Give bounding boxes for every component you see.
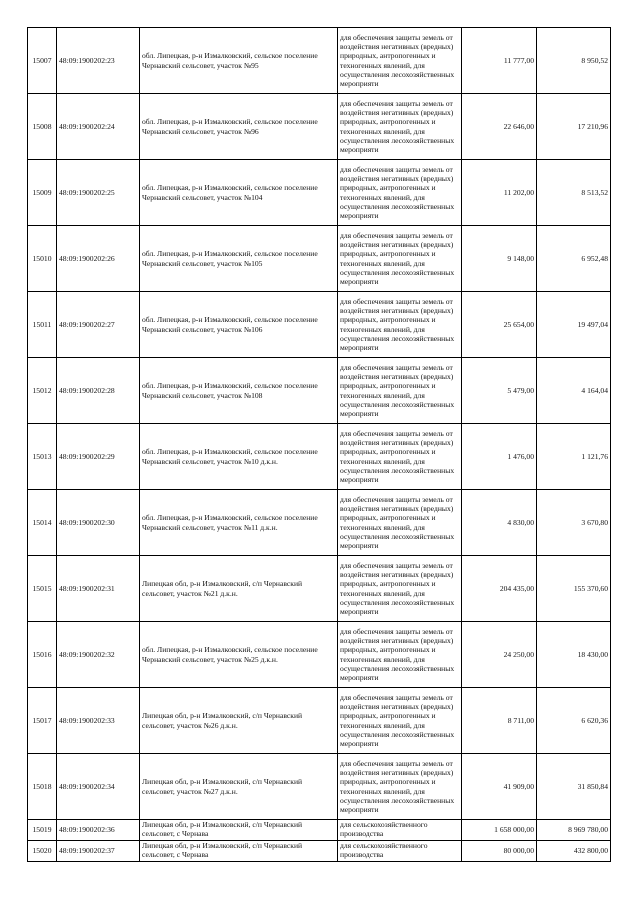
permitted-use: для обеспечения защиты земель от воздействия негативных (вредных) природных, антропогенных и техногенных явлений, для осуществления лесохозяйственных мероприяти: [338, 358, 462, 424]
value-2: 3 670,80: [537, 490, 611, 556]
plot-address: обл. Липецкая, р-н Измалковский, сельское поселение Чернавский сельсовет, участок №108: [140, 358, 338, 424]
cadastral-number: 48:09:1900202:28: [57, 358, 140, 424]
row-number: 15019: [28, 820, 57, 841]
permitted-use: для обеспечения защиты земель от воздействия негативных (вредных) природных, антропогенных и техногенных явлений, для осуществления лесохозяйственных мероприяти: [338, 490, 462, 556]
value-2: 17 210,96: [537, 94, 611, 160]
cadastral-number: 48:09:1900202:31: [57, 556, 140, 622]
value-1: 11 202,00: [462, 160, 537, 226]
cadastral-number: 48:09:1900202:36: [57, 820, 140, 841]
permitted-use: для обеспечения защиты земель от воздействия негативных (вредных) природных, антропогенных и техногенных явлений, для осуществления лесохозяйственных мероприяти: [338, 292, 462, 358]
plot-address: Липецкая обл, р-н Измалковский, с/п Чернавский сельсовет, с Чернава: [140, 841, 338, 862]
value-2: 6 952,48: [537, 226, 611, 292]
cadastral-number: 48:09:1900202:25: [57, 160, 140, 226]
table-row: [28, 622, 611, 688]
table-row: [28, 358, 611, 424]
permitted-use: для обеспечения защиты земель от воздействия негативных (вредных) природных, антропогенных и техногенных явлений, для осуществления лесохозяйственных мероприяти: [338, 94, 462, 160]
table-row: [28, 94, 611, 160]
permitted-use: для обеспечения защиты земель от воздействия негативных (вредных) природных, антропогенных и техногенных явлений, для осуществления лесохозяйственных мероприяти: [338, 556, 462, 622]
row-number: 15017: [28, 688, 57, 754]
permitted-use: для обеспечения защиты земель от воздействия негативных (вредных) природных, антропогенных и техногенных явлений, для осуществления лесохозяйственных мероприяти: [338, 622, 462, 688]
row-number: 15020: [28, 841, 57, 862]
permitted-use: для обеспечения защиты земель от воздействия негативных (вредных) природных, антропогенных и техногенных явлений, для осуществления лесохозяйственных мероприяти: [338, 754, 462, 820]
plot-address: обл. Липецкая, р-н Измалковский, сельское поселение Чернавский сельсовет, участок №25 д.к.н.: [140, 622, 338, 688]
row-number: 15011: [28, 292, 57, 358]
plot-address: Липецкая обл, р-н Измалковский, с/п Чернавский сельсовет, участок №26 д.к.н.: [140, 688, 338, 754]
plot-address: обл. Липецкая, р-н Измалковский, сельское поселение Чернавский сельсовет, участок №104: [140, 160, 338, 226]
table-row: [28, 226, 611, 292]
cadastral-number: 48:09:1900202:32: [57, 622, 140, 688]
row-number: 15013: [28, 424, 57, 490]
row-number: 15014: [28, 490, 57, 556]
plot-address: Липецкая обл, р-н Измалковский, с/п Чернавский сельсовет, с Чернава: [140, 820, 338, 841]
row-number: 15008: [28, 94, 57, 160]
value-2: 18 430,00: [537, 622, 611, 688]
value-1: 22 646,00: [462, 94, 537, 160]
value-1: 41 909,00: [462, 754, 537, 820]
cadastral-number: 48:09:1900202:23: [57, 28, 140, 94]
permitted-use: для обеспечения защиты земель от воздействия негативных (вредных) природных, антропогенных и техногенных явлений, для осуществления лесохозяйственных мероприяти: [338, 28, 462, 94]
value-1: 4 830,00: [462, 490, 537, 556]
plot-address: обл. Липецкая, р-н Измалковский, сельское поселение Чернавский сельсовет, участок №96: [140, 94, 338, 160]
table-row: [28, 160, 611, 226]
row-number: 15007: [28, 28, 57, 94]
value-1: 11 777,00: [462, 28, 537, 94]
plot-address: обл. Липецкая, р-н Измалковский, сельское поселение Чернавский сельсовет, участок №10 д.к.н.: [140, 424, 338, 490]
row-number: 15015: [28, 556, 57, 622]
permitted-use: для обеспечения защиты земель от воздействия негативных (вредных) природных, антропогенных и техногенных явлений, для осуществления лесохозяйственных мероприяти: [338, 226, 462, 292]
table-row: [28, 688, 611, 754]
value-1: 5 479,00: [462, 358, 537, 424]
table-row: [28, 424, 611, 490]
cadastral-number: 48:09:1900202:34: [57, 754, 140, 820]
value-2: 6 620,36: [537, 688, 611, 754]
plot-address: обл. Липецкая, р-н Измалковский, сельское поселение Чернавский сельсовет, участок №11 д.к.н.: [140, 490, 338, 556]
cadastral-number: 48:09:1900202:33: [57, 688, 140, 754]
plot-address: обл. Липецкая, р-н Измалковский, сельское поселение Чернавский сельсовет, участок №95: [140, 28, 338, 94]
value-2: 1 121,76: [537, 424, 611, 490]
value-2: 4 164,04: [537, 358, 611, 424]
value-1: 204 435,00: [462, 556, 537, 622]
row-number: 15010: [28, 226, 57, 292]
value-2: 8 513,52: [537, 160, 611, 226]
document-page: [27, 27, 610, 862]
land-plots-table: [27, 27, 611, 862]
value-2: 8 950,52: [537, 28, 611, 94]
permitted-use: для обеспечения защиты земель от воздействия негативных (вредных) природных, антропогенных и техногенных явлений, для осуществления лесохозяйственных мероприяти: [338, 688, 462, 754]
cadastral-number: 48:09:1900202:37: [57, 841, 140, 862]
value-2: 8 969 780,00: [537, 820, 611, 841]
value-1: 1 476,00: [462, 424, 537, 490]
row-number: 15018: [28, 754, 57, 820]
plot-address: Липецкая обл, р-н Измалковский, с/п Чернавский сельсовет, участок №27 д.к.н.: [140, 754, 338, 820]
plot-address: обл. Липецкая, р-н Измалковский, сельское поселение Чернавский сельсовет, участок №105: [140, 226, 338, 292]
table-row: [28, 556, 611, 622]
value-2: 432 800,00: [537, 841, 611, 862]
value-1: 8 711,00: [462, 688, 537, 754]
table-row: [28, 820, 611, 841]
value-2: 31 850,84: [537, 754, 611, 820]
value-1: 25 654,00: [462, 292, 537, 358]
value-1: 1 658 000,00: [462, 820, 537, 841]
cadastral-number: 48:09:1900202:26: [57, 226, 140, 292]
row-number: 15009: [28, 160, 57, 226]
value-1: 24 250,00: [462, 622, 537, 688]
row-number: 15012: [28, 358, 57, 424]
permitted-use: для сельскохозяйственного производства: [338, 820, 462, 841]
cadastral-number: 48:09:1900202:24: [57, 94, 140, 160]
permitted-use: для обеспечения защиты земель от воздействия негативных (вредных) природных, антропогенных и техногенных явлений, для осуществления лесохозяйственных мероприяти: [338, 160, 462, 226]
value-1: 9 148,00: [462, 226, 537, 292]
cadastral-number: 48:09:1900202:27: [57, 292, 140, 358]
table-row: [28, 754, 611, 820]
table-row: [28, 292, 611, 358]
table-row: [28, 841, 611, 862]
permitted-use: для сельскохозяйственного производства: [338, 841, 462, 862]
value-2: 19 497,04: [537, 292, 611, 358]
table-row: [28, 28, 611, 94]
permitted-use: для обеспечения защиты земель от воздействия негативных (вредных) природных, антропогенных и техногенных явлений, для осуществления лесохозяйственных мероприяти: [338, 424, 462, 490]
plot-address: обл. Липецкая, р-н Измалковский, сельское поселение Чернавский сельсовет, участок №106: [140, 292, 338, 358]
table-row: [28, 490, 611, 556]
value-1: 80 000,00: [462, 841, 537, 862]
table-body: [28, 28, 611, 862]
value-2: 155 370,60: [537, 556, 611, 622]
plot-address: Липецкая обл, р-н Измалковский, с/п Чернавский сельсовет, участок №21 д.к.н.: [140, 556, 338, 622]
cadastral-number: 48:09:1900202:30: [57, 490, 140, 556]
cadastral-number: 48:09:1900202:29: [57, 424, 140, 490]
row-number: 15016: [28, 622, 57, 688]
